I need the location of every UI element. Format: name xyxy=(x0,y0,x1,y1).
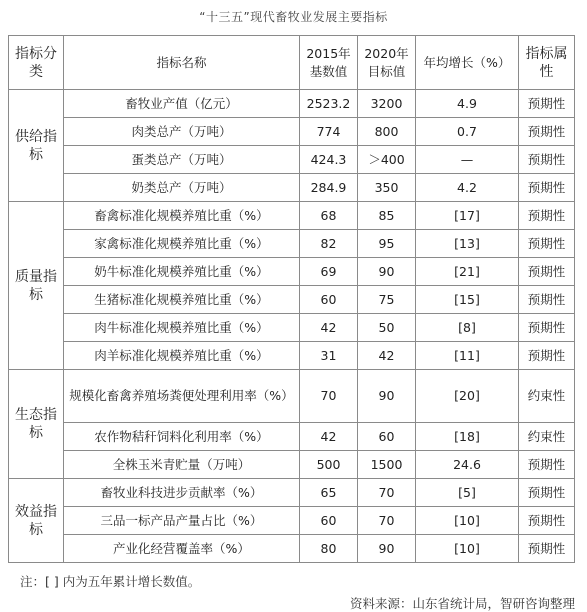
indicator-attr-cell: 预期性 xyxy=(519,479,575,507)
annual-growth-cell: [5] xyxy=(416,479,519,507)
annual-growth-cell: [10] xyxy=(416,535,519,563)
indicator-name-cell: 家禽标准化规模养殖比重（%） xyxy=(64,230,300,258)
indicator-name-cell: 畜禽标准化规模养殖比重（%） xyxy=(64,202,300,230)
base-value-cell: 60 xyxy=(300,507,358,535)
target-value-cell: 350 xyxy=(358,174,416,202)
annual-growth-cell: — xyxy=(416,146,519,174)
indicator-name-cell: 全株玉米青贮量（万吨） xyxy=(64,451,300,479)
header-base: 2015年基数值 xyxy=(300,36,358,90)
table-row xyxy=(9,479,575,507)
base-value-cell: 68 xyxy=(300,202,358,230)
indicator-name-cell: 蛋类总产（万吨） xyxy=(64,146,300,174)
target-value-cell: 800 xyxy=(358,118,416,146)
header-target: 2020年目标值 xyxy=(358,36,416,90)
table-row xyxy=(9,286,575,314)
indicator-name-cell: 农作物秸秆饲料化利用率（%） xyxy=(64,423,300,451)
table-row xyxy=(9,342,575,370)
target-value-cell: 95 xyxy=(358,230,416,258)
indicator-attr-cell: 预期性 xyxy=(519,535,575,563)
indicator-attr-cell: 预期性 xyxy=(519,342,575,370)
indicator-name-cell: 奶类总产（万吨） xyxy=(64,174,300,202)
indicator-attr-cell: 预期性 xyxy=(519,174,575,202)
table-row xyxy=(9,174,575,202)
base-value-cell: 80 xyxy=(300,535,358,563)
table-row xyxy=(9,230,575,258)
indicator-name-cell: 肉牛标准化规模养殖比重（%） xyxy=(64,314,300,342)
footnote: 注：[ ] 内为五年累计增长数值。 xyxy=(20,574,201,589)
table-row xyxy=(9,507,575,535)
table-title: “十三五”现代畜牧业发展主要指标 xyxy=(199,10,388,24)
indicator-attr-cell: 预期性 xyxy=(519,507,575,535)
annual-growth-cell: [15] xyxy=(416,286,519,314)
target-value-cell: 85 xyxy=(358,202,416,230)
indicator-attr-cell: 预期性 xyxy=(519,90,575,118)
indicator-name-cell: 生猪标准化规模养殖比重（%） xyxy=(64,286,300,314)
table-row xyxy=(9,314,575,342)
indicator-table xyxy=(8,35,575,563)
base-value-cell: 82 xyxy=(300,230,358,258)
table-row xyxy=(9,258,575,286)
base-value-cell: 424.3 xyxy=(300,146,358,174)
source-credit: 资料来源：山东省统计局，智研咨询整理 xyxy=(349,596,575,611)
indicator-name-cell: 肉类总产（万吨） xyxy=(64,118,300,146)
indicator-name-cell: 畜牧业产值（亿元） xyxy=(64,90,300,118)
base-value-cell: 60 xyxy=(300,286,358,314)
header-growth: 年均增长（%） xyxy=(416,36,519,90)
indicator-attr-cell: 约束性 xyxy=(519,423,575,451)
target-value-cell: 3200 xyxy=(358,90,416,118)
target-value-cell: 50 xyxy=(358,314,416,342)
target-value-cell: 70 xyxy=(358,507,416,535)
target-value-cell: 90 xyxy=(358,535,416,563)
target-value-cell: ＞400 xyxy=(358,146,416,174)
table-row xyxy=(9,202,575,230)
annual-growth-cell: [17] xyxy=(416,202,519,230)
table-row xyxy=(9,423,575,451)
base-value-cell: 31 xyxy=(300,342,358,370)
base-value-cell: 2523.2 xyxy=(300,90,358,118)
base-value-cell: 70 xyxy=(300,370,358,423)
indicator-name-cell: 三品一标产品产量占比（%） xyxy=(64,507,300,535)
annual-growth-cell: [20] xyxy=(416,370,519,423)
table-row xyxy=(9,90,575,118)
table-row xyxy=(9,118,575,146)
annual-growth-cell: 4.9 xyxy=(416,90,519,118)
target-value-cell: 90 xyxy=(358,258,416,286)
target-value-cell: 90 xyxy=(358,370,416,423)
base-value-cell: 42 xyxy=(300,314,358,342)
header-row xyxy=(9,36,575,90)
target-value-cell: 60 xyxy=(358,423,416,451)
base-value-cell: 774 xyxy=(300,118,358,146)
header-attr: 指标属性 xyxy=(519,36,575,90)
annual-growth-cell: [13] xyxy=(416,230,519,258)
category-cell: 供给指标 xyxy=(9,90,64,202)
table-row xyxy=(9,370,575,423)
indicator-name-cell: 畜牧业科技进步贡献率（%） xyxy=(64,479,300,507)
indicator-attr-cell: 预期性 xyxy=(519,230,575,258)
table-row xyxy=(9,451,575,479)
indicator-attr-cell: 约束性 xyxy=(519,370,575,423)
target-value-cell: 70 xyxy=(358,479,416,507)
annual-growth-cell: 0.7 xyxy=(416,118,519,146)
category-cell: 生态指标 xyxy=(9,370,64,479)
annual-growth-cell: [21] xyxy=(416,258,519,286)
base-value-cell: 500 xyxy=(300,451,358,479)
annual-growth-cell: [10] xyxy=(416,507,519,535)
indicator-name-cell: 产业化经营覆盖率（%） xyxy=(64,535,300,563)
indicator-name-cell: 规模化畜禽养殖场粪便处理利用率（%） xyxy=(64,370,300,423)
annual-growth-cell: 4.2 xyxy=(416,174,519,202)
indicator-attr-cell: 预期性 xyxy=(519,118,575,146)
indicator-attr-cell: 预期性 xyxy=(519,314,575,342)
indicator-attr-cell: 预期性 xyxy=(519,451,575,479)
indicator-name-cell: 奶牛标准化规模养殖比重（%） xyxy=(64,258,300,286)
base-value-cell: 42 xyxy=(300,423,358,451)
annual-growth-cell: [8] xyxy=(416,314,519,342)
target-value-cell: 1500 xyxy=(358,451,416,479)
indicator-attr-cell: 预期性 xyxy=(519,258,575,286)
indicator-attr-cell: 预期性 xyxy=(519,202,575,230)
table-body xyxy=(9,90,575,563)
base-value-cell: 284.9 xyxy=(300,174,358,202)
target-value-cell: 75 xyxy=(358,286,416,314)
table-row xyxy=(9,146,575,174)
indicator-attr-cell: 预期性 xyxy=(519,286,575,314)
category-cell: 效益指标 xyxy=(9,479,64,563)
annual-growth-cell: 24.6 xyxy=(416,451,519,479)
base-value-cell: 69 xyxy=(300,258,358,286)
table-row xyxy=(9,535,575,563)
header-name: 指标名称 xyxy=(64,36,300,90)
header-category: 指标分类 xyxy=(9,36,64,90)
base-value-cell: 65 xyxy=(300,479,358,507)
category-cell: 质量指标 xyxy=(9,202,64,370)
annual-growth-cell: [11] xyxy=(416,342,519,370)
indicator-name-cell: 肉羊标准化规模养殖比重（%） xyxy=(64,342,300,370)
annual-growth-cell: [18] xyxy=(416,423,519,451)
indicator-attr-cell: 预期性 xyxy=(519,146,575,174)
target-value-cell: 42 xyxy=(358,342,416,370)
